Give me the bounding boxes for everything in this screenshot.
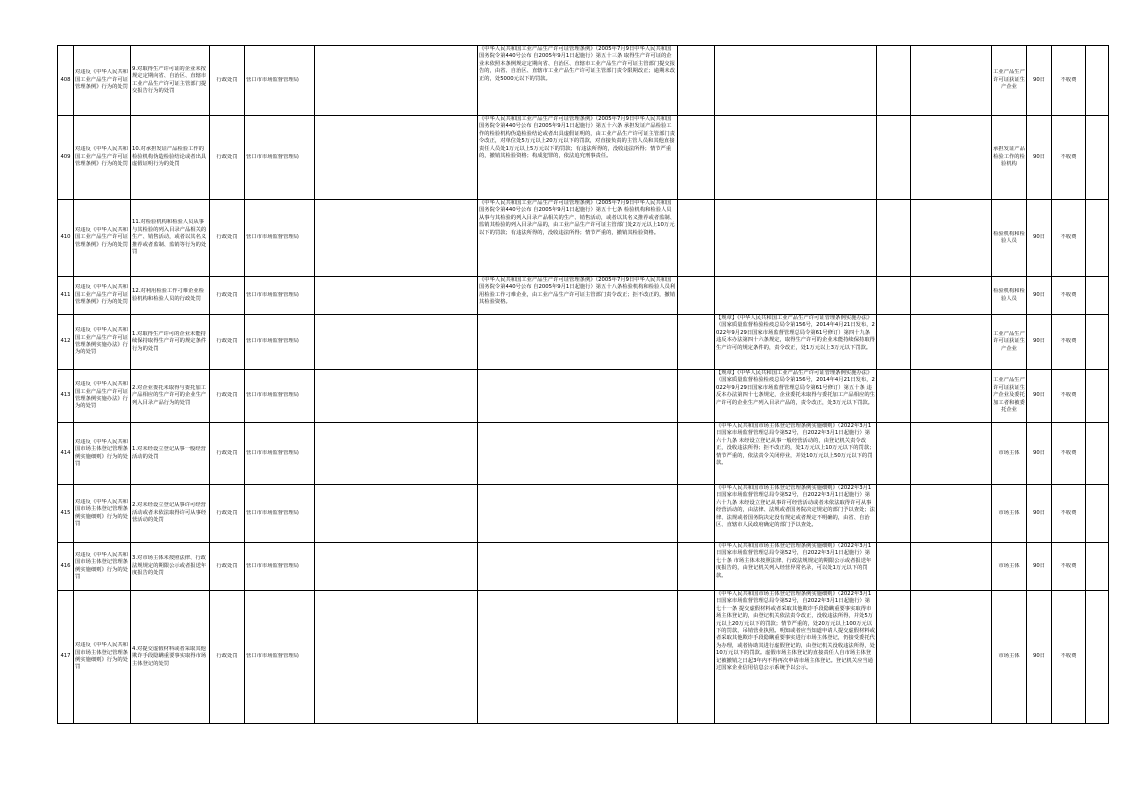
legal-basis-law-text: 《中华人民共和国工业产品生产许可证管理条例》（2005年7月9日中华人民共和国国务院令第440号公布 自2005年9月1日起施行）第五十八条检验机构和检验人员利用检验工作刁难企业，由工业产品生产许可证主管部门责令改正；拒不改正的，撤销其检验资格。 [479, 277, 676, 306]
responsible-dept-text: 营口市市场监督管理局 [246, 234, 299, 241]
power-type-text: 行政处罚 [216, 291, 238, 298]
fee [1052, 116, 1086, 200]
empty-cell [911, 591, 992, 724]
power-type-text: 行政处罚 [216, 509, 238, 516]
empty-cell [315, 277, 478, 315]
fee [1052, 315, 1086, 370]
empty-cell [877, 485, 911, 543]
sub-item-name-text: 4.对提交虚假材料或者采取其他欺诈手段隐瞒重要事实取得市场主体登记的处罚 [132, 645, 207, 667]
empty-cell [1086, 200, 1109, 277]
sub-item-name [131, 370, 210, 423]
item-name-text: 对违反《中华人民共和国工业产品生产许可证管理条例实施办法》行为的处罚 [75, 327, 128, 356]
legal-basis-law-text: 《中华人民共和国工业产品生产许可证管理条例》（2005年7月9日中华人民共和国国务院令第440号公布 自2005年9月1日起施行）第五十七条 检验机构和检验人员从事与其检验的列入目录产品相关的生产、销售活动，或者以其名义推荐或者监制、监销其检验的列入目录产品的，由工业产品生产许可证主管部门处2万元以上10万元以下的罚款；有违法所得的，没收违法所得；情节严重的，撤销其检验资格。 [479, 200, 675, 236]
empty-cell [911, 116, 992, 200]
responsible-dept [245, 277, 315, 315]
fee-text: 不收费 [1060, 449, 1077, 456]
power-type-text: 行政处罚 [216, 392, 238, 399]
empty-cell [315, 200, 478, 277]
power-type [210, 46, 245, 116]
legal-basis-law [478, 591, 678, 724]
fee-text: 不收费 [1060, 338, 1077, 345]
fee-text: 不收费 [1060, 234, 1077, 241]
fee [1052, 423, 1086, 485]
subject-type-text: 市场主体 [998, 653, 1020, 660]
table-row [58, 485, 1109, 543]
responsible-dept [245, 485, 315, 543]
row-number [58, 423, 74, 485]
item-name-text: 对违反《中华人民共和国市场主体登记管理条例实施细则》行为的处罚 [75, 438, 128, 467]
subject-type-text: 承担发证产品检验工作的检验机构 [993, 146, 1025, 168]
legal-basis-rule [715, 591, 877, 724]
empty-cell [678, 315, 715, 370]
empty-cell [1086, 370, 1109, 423]
legal-basis-law [478, 370, 678, 423]
sub-item-name [131, 543, 210, 591]
subject-type [992, 200, 1027, 277]
sub-item-name-text: 2.对未经设立登记从事许可经营活动或者未依法取得许可从事经营活动的处罚 [132, 502, 207, 524]
legal-basis-rule [715, 200, 877, 277]
subject-type-text: 工业产品生产许可证获证生产企业 [993, 69, 1025, 91]
empty-cell [678, 423, 715, 485]
empty-cell [877, 46, 911, 116]
row-number [58, 315, 74, 370]
item-name-text: 对违反《中华人民共和国工业产品生产许可证管理条例实施办法》行为的处罚 [75, 381, 128, 410]
legal-basis-rule-text: 《中华人民共和国市场主体登记管理条例实施细则》（2022年3月1日国家市场监督管理总局令第52号，自2022年3月1日起施行）第七十一条 提交虚假材料或者采取其他欺诈手段隐瞒重要事实取得市场主体登记的，由登记机关依法责令改正，没收违法所得，并处5万元以上20万元以下的罚款；情节严重的，处20万元以上100万元以下的罚款，吊销营业执照。明知或者应当知道申请人提交虚假材料或者采取其他欺诈手段隐瞒重要事实进行市场主体登记，仍接受委托代为办理，或者协助其进行虚假登记的，由登记机关没收违法所得，处10万元以下的罚款。虚假市场主体登记的直接责任人自市场主体登记被撤销之日起3年内不得再次申请市场主体登记。登记机关应当通过国家企业信用信息公示系统予以公示。 [716, 591, 875, 672]
empty-cell [678, 277, 715, 315]
empty-cell [877, 370, 911, 423]
item-name-text: 对违反《中华人民共和国市场主体登记管理条例实施细则》行为的处罚 [75, 498, 128, 527]
empty-cell [678, 485, 715, 543]
legal-basis-law [478, 543, 678, 591]
table-row [58, 423, 1109, 485]
row-number [58, 200, 74, 277]
responsible-dept-text: 营口市市场监督管理局 [246, 392, 299, 399]
legal-basis-law [478, 315, 678, 370]
table-row [58, 315, 1109, 370]
fee [1052, 543, 1086, 591]
time-limit-text: 90日 [1032, 153, 1046, 160]
time-limit-text: 90日 [1032, 291, 1046, 298]
empty-cell [1086, 116, 1109, 200]
power-type [210, 315, 245, 370]
row-number [58, 116, 74, 200]
empty-cell [315, 370, 478, 423]
sub-item-name-text: 2.对企业委托未取得与委托加工产品相应的生产许可的企业生产列入目录产品行为的处罚 [132, 384, 207, 406]
subject-type-text: 检验机构和检验人员 [993, 230, 1025, 244]
item-name-text: 对违反《中华人民共和国工业产品生产许可证管理条例》行为的处罚 [75, 146, 128, 168]
power-type [210, 200, 245, 277]
empty-cell [315, 543, 478, 591]
row-number-text: 410 [60, 234, 71, 241]
subject-type-text: 工业产品生产许可证获证生产企业及委托加工者和被委托企业 [993, 377, 1025, 414]
responsible-dept [245, 543, 315, 591]
subject-type [992, 315, 1027, 370]
time-limit [1027, 46, 1052, 116]
fee [1052, 46, 1086, 116]
legal-basis-rule-text: 《中华人民共和国市场主体登记管理条例实施细则》（2022年3月1日国家市场监督管理总局令第52号，自2022年3月1日起施行）第六十九条 未经设立登记从事许可经营活动或者未依法取得许可从事经营活动的，由法律、法规或者国务院决定规定的部门予以查处；法律、法规或者国务院决定没有规定或者规定不明确的，由省、自治区、直辖市人民政府确定的部门予以查处。 [716, 485, 875, 529]
legal-basis-rule-text: 《中华人民共和国市场主体登记管理条例实施细则》（2022年3月1日国家市场监督管理总局令第52号，自2022年3月1日起施行）第七十条 市场主体未按照法律、行政法规规定的期限公示或者报送年度报告的，由登记机关列入经营异常名录，可以处1万元以下的罚款。 [716, 543, 872, 579]
subject-type [992, 423, 1027, 485]
subject-type [992, 591, 1027, 724]
empty-cell [1086, 277, 1109, 315]
empty-cell [911, 200, 992, 277]
fee-text: 不收费 [1060, 392, 1077, 399]
legal-basis-law [478, 116, 678, 200]
empty-cell [315, 116, 478, 200]
fee [1052, 200, 1086, 277]
row-number-text: 411 [60, 291, 71, 298]
empty-cell [1086, 46, 1109, 116]
row-number [58, 277, 74, 315]
legal-basis-rule [715, 485, 877, 543]
responsible-dept [245, 591, 315, 724]
sub-item-name-text: 9.对取得生产许可证的企业未按规定定期向省、自治区、直辖市工业产品生产许可证主管部门提交报告行为的处罚 [132, 65, 207, 94]
legal-basis-rule-text: 【规章】《中华人民共和国工业产品生产许可证管理条例实施办法》（国家质量监督检验检疫总局令第156号，2014年4月21日发布，2022年9月29日国家市场监督管理总局令第61号修订）第五十条 违反本办法第四十七条规定，企业委托未取得与委托加工产品相应的生产许可的企业生产列入目录产品的，责令改正，处3万元以下罚款。 [716, 370, 875, 406]
subject-type [992, 116, 1027, 200]
power-type-text: 行政处罚 [216, 338, 238, 345]
empty-cell [877, 423, 911, 485]
responsible-dept-text: 营口市市场监督管理局 [246, 449, 299, 456]
sub-item-name [131, 277, 210, 315]
row-number-text: 409 [60, 153, 71, 160]
power-type-text: 行政处罚 [216, 153, 238, 160]
power-type-text: 行政处罚 [216, 76, 238, 83]
table-row [58, 116, 1109, 200]
time-limit [1027, 370, 1052, 423]
row-number-text: 417 [60, 653, 71, 660]
empty-cell [315, 485, 478, 543]
responsible-dept [245, 200, 315, 277]
empty-cell [1086, 485, 1109, 543]
legal-basis-rule-text: 《中华人民共和国市场主体登记管理条例实施细则》（2022年3月1日国家市场监督管理总局令第52号，自2022年3月1日起施行）第六十九条 未经设立登记从事一般经营活动的，由登记机关责令改正，没收违法所得；拒不改正的，处1万元以上10万元以下的罚款；情节严重的，依法责令关闭停业，并处10万元以上50万元以下的罚款。 [716, 423, 875, 467]
power-type [210, 277, 245, 315]
empty-cell [911, 277, 992, 315]
empty-cell [678, 543, 715, 591]
table-row [58, 543, 1109, 591]
item-name-text: 对违反《中华人民共和国工业产品生产许可证管理条例》行为的处罚 [75, 69, 128, 91]
responsible-dept [245, 315, 315, 370]
legal-basis-law [478, 200, 678, 277]
subject-type [992, 370, 1027, 423]
legal-basis-law [478, 485, 678, 543]
subject-type [992, 46, 1027, 116]
sub-item-name [131, 46, 210, 116]
responsible-dept [245, 46, 315, 116]
legal-basis-law [478, 423, 678, 485]
power-type-text: 行政处罚 [216, 234, 238, 241]
sub-item-name [131, 116, 210, 200]
table-row [58, 370, 1109, 423]
empty-cell [1086, 315, 1109, 370]
row-number-text: 408 [60, 76, 71, 83]
row-number-text: 414 [60, 449, 71, 456]
table-row [58, 277, 1109, 315]
empty-cell [1086, 423, 1109, 485]
empty-cell [911, 485, 992, 543]
legal-basis-law-text: 《中华人民共和国工业产品生产许可证管理条例》（2005年7月9日中华人民共和国国务院令第440号公布 自2005年9月1日起施行）第五十六条 承担发证产品检验工作的检验机构伪造检验结论或者出具虚假证明的，由工业产品生产许可证主管部门责令改正，对单位处5万元以上20万元以下的罚款，对直接负责的主管人员和其他直接责任人员处1万元以上5万元以下的罚款；有违法所得的，没收违法所得；情节严重的，撤销其检验资格；构成犯罪的，依法追究刑事责任。 [479, 116, 675, 160]
sub-item-name-text: 12.对利用检验工作刁难企业检验机构和检验人员的行政处罚 [132, 288, 204, 302]
time-limit-text: 90日 [1032, 392, 1046, 399]
empty-cell [911, 315, 992, 370]
empty-cell [678, 116, 715, 200]
legal-basis-rule [715, 116, 877, 200]
power-type [210, 485, 245, 543]
time-limit-text: 90日 [1032, 234, 1046, 241]
power-type [210, 543, 245, 591]
legal-basis-law [478, 277, 678, 315]
responsible-dept [245, 116, 315, 200]
empty-cell [315, 591, 478, 724]
empty-cell [678, 200, 715, 277]
fee [1052, 591, 1086, 724]
empty-cell [877, 315, 911, 370]
time-limit [1027, 200, 1052, 277]
item-name [74, 277, 131, 315]
time-limit-text: 90日 [1032, 653, 1046, 660]
item-name [74, 315, 131, 370]
item-name [74, 423, 131, 485]
responsible-dept-text: 营口市市场监督管理局 [246, 76, 299, 83]
sub-item-name [131, 591, 210, 724]
row-number-text: 413 [60, 392, 71, 399]
legal-basis-rule-text: 【规章】《中华人民共和国工业产品生产许可证管理条例实施办法》（国家质量监督检验检疫总局令第156号，2014年4月21日发布，2022年9月29日国家市场监督管理总局令第61号修订）第四十九条 违反本办法第四十六条规定，取得生产许可的企业未能持续保持取得生产许可的规定条件的，责令改正，处1万元以上3万元以下罚款。 [716, 315, 875, 351]
item-name [74, 46, 131, 116]
item-name-text: 对违反《中华人民共和国工业产品生产许可证管理条例》行为的处罚 [75, 284, 128, 306]
empty-cell [911, 543, 992, 591]
empty-cell [1086, 543, 1109, 591]
sub-item-name-text: 3.对市场主体未按照法律、行政法规规定的期限公示或者报送年度报告的处罚 [132, 555, 207, 577]
item-name-text: 对违反《中华人民共和国工业产品生产许可证管理条例》行为的处罚 [75, 226, 128, 248]
legal-basis-rule [715, 46, 877, 116]
time-limit [1027, 423, 1052, 485]
responsible-dept-text: 营口市市场监督管理局 [246, 562, 299, 569]
time-limit [1027, 543, 1052, 591]
time-limit [1027, 116, 1052, 200]
subject-type [992, 543, 1027, 591]
table-row [58, 200, 1109, 277]
item-name [74, 485, 131, 543]
empty-cell [1086, 591, 1109, 724]
responsible-dept-text: 营口市市场监督管理局 [246, 509, 299, 516]
fee [1052, 485, 1086, 543]
legal-basis-law [478, 46, 678, 116]
fee-text: 不收费 [1060, 509, 1077, 516]
item-name [74, 370, 131, 423]
responsible-dept-text: 营口市市场监督管理局 [246, 653, 299, 660]
sub-item-name-text: 10.对承担发证产品检验工作的检验机构伪造检验结论或者出具虚假证明行为的处罚 [132, 146, 207, 168]
empty-cell [315, 315, 478, 370]
empty-cell [678, 370, 715, 423]
sub-item-name [131, 485, 210, 543]
power-type [210, 423, 245, 485]
legal-basis-rule [715, 423, 877, 485]
row-number [58, 591, 74, 724]
item-name-text: 对违反《中华人民共和国市场主体登记管理条例实施细则》行为的处罚 [75, 642, 128, 671]
empty-cell [678, 46, 715, 116]
empty-cell [315, 46, 478, 116]
row-number-text: 412 [60, 338, 71, 345]
fee [1052, 370, 1086, 423]
row-number-text: 416 [60, 562, 71, 569]
fee-text: 不收费 [1060, 153, 1077, 160]
row-number [58, 370, 74, 423]
power-type-text: 行政处罚 [216, 653, 238, 660]
time-limit-text: 90日 [1032, 338, 1046, 345]
sub-item-name [131, 200, 210, 277]
time-limit [1027, 485, 1052, 543]
fee-text: 不收费 [1060, 562, 1077, 569]
empty-cell [877, 543, 911, 591]
time-limit-text: 90日 [1032, 76, 1046, 83]
item-name-text: 对违反《中华人民共和国市场主体登记管理条例实施细则》行为的处罚 [75, 551, 128, 580]
responsible-dept-text: 营口市市场监督管理局 [246, 291, 299, 298]
time-limit-text: 90日 [1032, 562, 1046, 569]
time-limit-text: 90日 [1032, 509, 1046, 516]
responsible-dept [245, 423, 315, 485]
sub-item-name [131, 423, 210, 485]
item-name [74, 543, 131, 591]
legal-basis-rule [715, 543, 877, 591]
subject-type-text: 工业产品生产许可证获证生产企业 [993, 330, 1025, 352]
sub-item-name-text: 11.对检验机构和检验人员从事与其检验的列入目录产品相关的生产、销售活动，或者以其名义推荐或者监制、监销等行为的处罚 [132, 219, 207, 256]
empty-cell [315, 423, 478, 485]
item-name [74, 591, 131, 724]
empty-cell [911, 46, 992, 116]
sub-item-name-text: 1.对未经设立登记从事一般经营活动的处罚 [132, 446, 206, 460]
legal-basis-rule [715, 315, 877, 370]
power-type [210, 370, 245, 423]
table-row [58, 46, 1109, 116]
fee [1052, 277, 1086, 315]
empty-cell [911, 370, 992, 423]
row-number [58, 485, 74, 543]
subject-type [992, 485, 1027, 543]
time-limit [1027, 277, 1052, 315]
power-type-text: 行政处罚 [216, 562, 238, 569]
legal-basis-law-text: 《中华人民共和国工业产品生产许可证管理条例》（2005年7月9日中华人民共和国国务院令第440号公布 自2005年9月1日起施行）第五十三条 取得生产许可证的企业未依照本条例规定定期向省、自治区、直辖市工业产品生产许可证主管部门提交报告的，由省、自治区、直辖市工业产品生产许可证主管部门责令限期改正；逾期未改正的，处5000元以下的罚款。 [479, 46, 675, 82]
empty-cell [877, 200, 911, 277]
legal-basis-rule [715, 277, 877, 315]
fee-text: 不收费 [1060, 76, 1077, 83]
power-type-text: 行政处罚 [216, 449, 238, 456]
responsible-dept [245, 370, 315, 423]
empty-cell [877, 116, 911, 200]
row-number [58, 543, 74, 591]
row-number-text: 415 [60, 509, 71, 516]
empty-cell [911, 423, 992, 485]
row-number [58, 46, 74, 116]
subject-type [992, 277, 1027, 315]
empty-cell [678, 591, 715, 724]
empty-cell [877, 591, 911, 724]
power-type [210, 591, 245, 724]
power-type [210, 116, 245, 200]
sub-item-name-text: 1.对取得生产许可的企业未能持续保持取得生产许可的规定条件行为的处罚 [132, 330, 207, 352]
subject-type-text: 检验机构和检验人员 [993, 288, 1025, 302]
item-name [74, 200, 131, 277]
time-limit-text: 90日 [1032, 449, 1046, 456]
empty-cell [877, 277, 911, 315]
table-row [58, 591, 1109, 724]
time-limit [1027, 591, 1052, 724]
legal-basis-rule [715, 370, 877, 423]
subject-type-text: 市场主体 [998, 449, 1020, 456]
item-name [74, 116, 131, 200]
power-list-table [57, 45, 1109, 724]
sub-item-name [131, 315, 210, 370]
subject-type-text: 市场主体 [998, 509, 1020, 516]
fee-text: 不收费 [1060, 653, 1077, 660]
time-limit [1027, 315, 1052, 370]
responsible-dept-text: 营口市市场监督管理局 [246, 338, 299, 345]
responsible-dept-text: 营口市市场监督管理局 [246, 153, 299, 160]
subject-type-text: 市场主体 [998, 562, 1020, 569]
fee-text: 不收费 [1060, 291, 1077, 298]
